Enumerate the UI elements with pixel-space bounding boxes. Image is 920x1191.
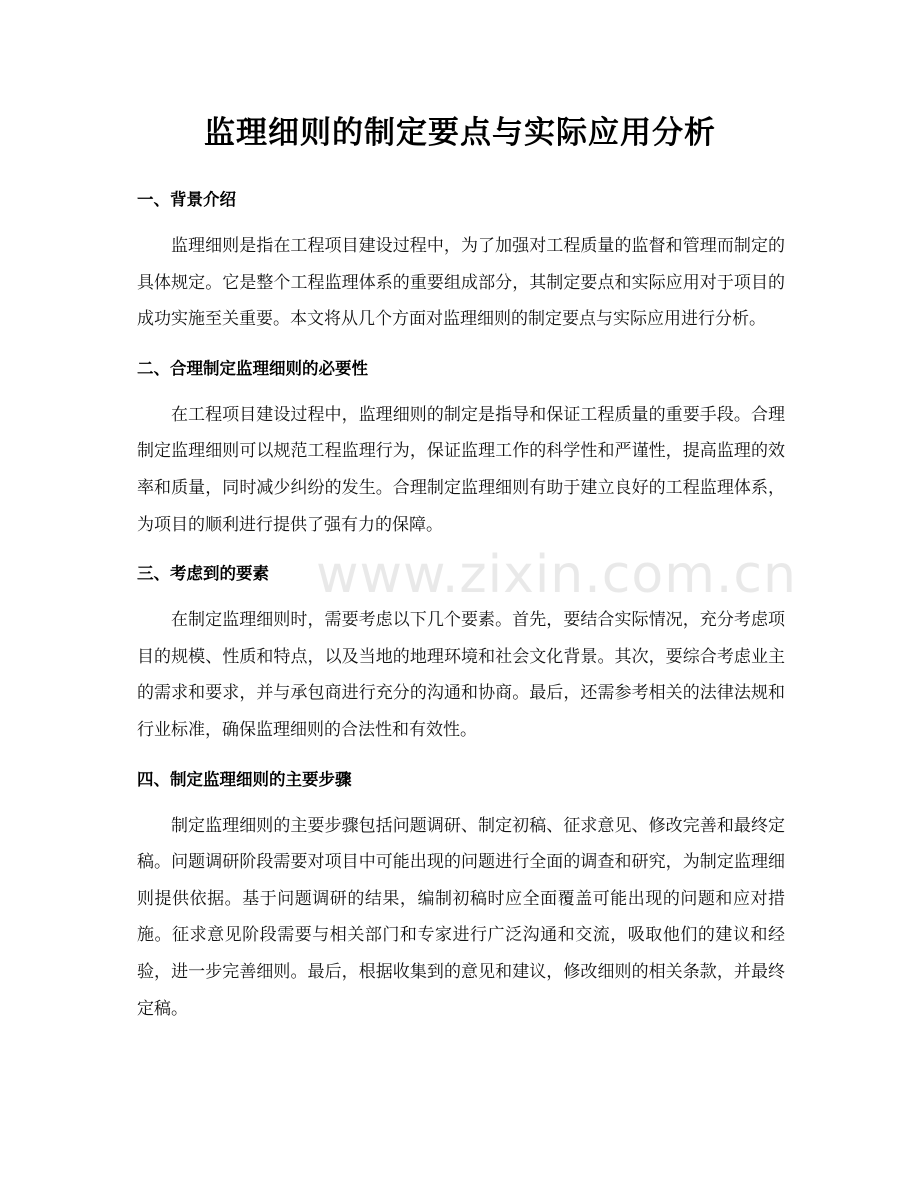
section-paragraph: 监理细则是指在工程项目建设过程中，为了加强对工程质量的监督和管理而制定的具体规定。它是整个工程监理体系的重要组成部分，其制定要点和实际应用对于项目的成功实施至关重要。本文将从几个方面对监理细则的制定要点与实际应用进行分析。 (137, 236, 785, 330)
section-factors (137, 559, 785, 748)
section-paragraph: 在工程项目建设过程中，监理细则的制定是指导和保证工程质量的重要手段。合理制定监理细则可以规范工程监理行为，保证监理工作的科学性和严谨性，提高监理的效率和质量，同时减少纠纷的发生。合理制定监理细则有助于建立良好的工程监理体系，为项目的顺利进行提供了强有力的保障。 (137, 404, 785, 535)
watermark: www.zixin.com.cn (316, 545, 797, 605)
section-necessity (137, 354, 785, 543)
section-heading: 二、合理制定监理细则的必要性 (137, 358, 368, 378)
section-steps (137, 765, 785, 1028)
section-heading: 一、背景介绍 (137, 190, 236, 209)
section-paragraph: 在制定监理细则时，需要考虑以下几个要素。首先，要结合实际情况，充分考虑项目的规模、性质和特点，以及当地的地理环境和社会文化背景。其次，要综合考虑业主的需求和要求，并与承包商进行充分的沟通和协商。最后，还需参考相关的法律法规和行业标准，确保监理细则的合法性和有效性。 (137, 610, 785, 740)
section-background (137, 185, 785, 338)
section-heading: 四、制定监理细则的主要步骤 (137, 769, 352, 789)
section-heading: 三、考虑到的要素 (137, 564, 269, 584)
document-body (137, 185, 785, 1043)
document-title: 监理细则的制定要点与实际应用分析 (204, 115, 716, 151)
section-paragraph: 制定监理细则的主要步骤包括问题调研、制定初稿、征求意见、修改完善和最终定稿。问题调研阶段需要对项目中可能出现的问题进行全面的调查和研究，为制定监理细则提供依据。基于问题调研的结果，编制初稿时应全面覆盖可能出现的问题和应对措施。征求意见阶段需要与相关部门和专家进行广泛沟通和交流，吸取他们的建议和经验，进一步完善细则。最后，根据收集到的意见和建议，修改细则的相关条款，并最终定稿。 (137, 815, 785, 1019)
